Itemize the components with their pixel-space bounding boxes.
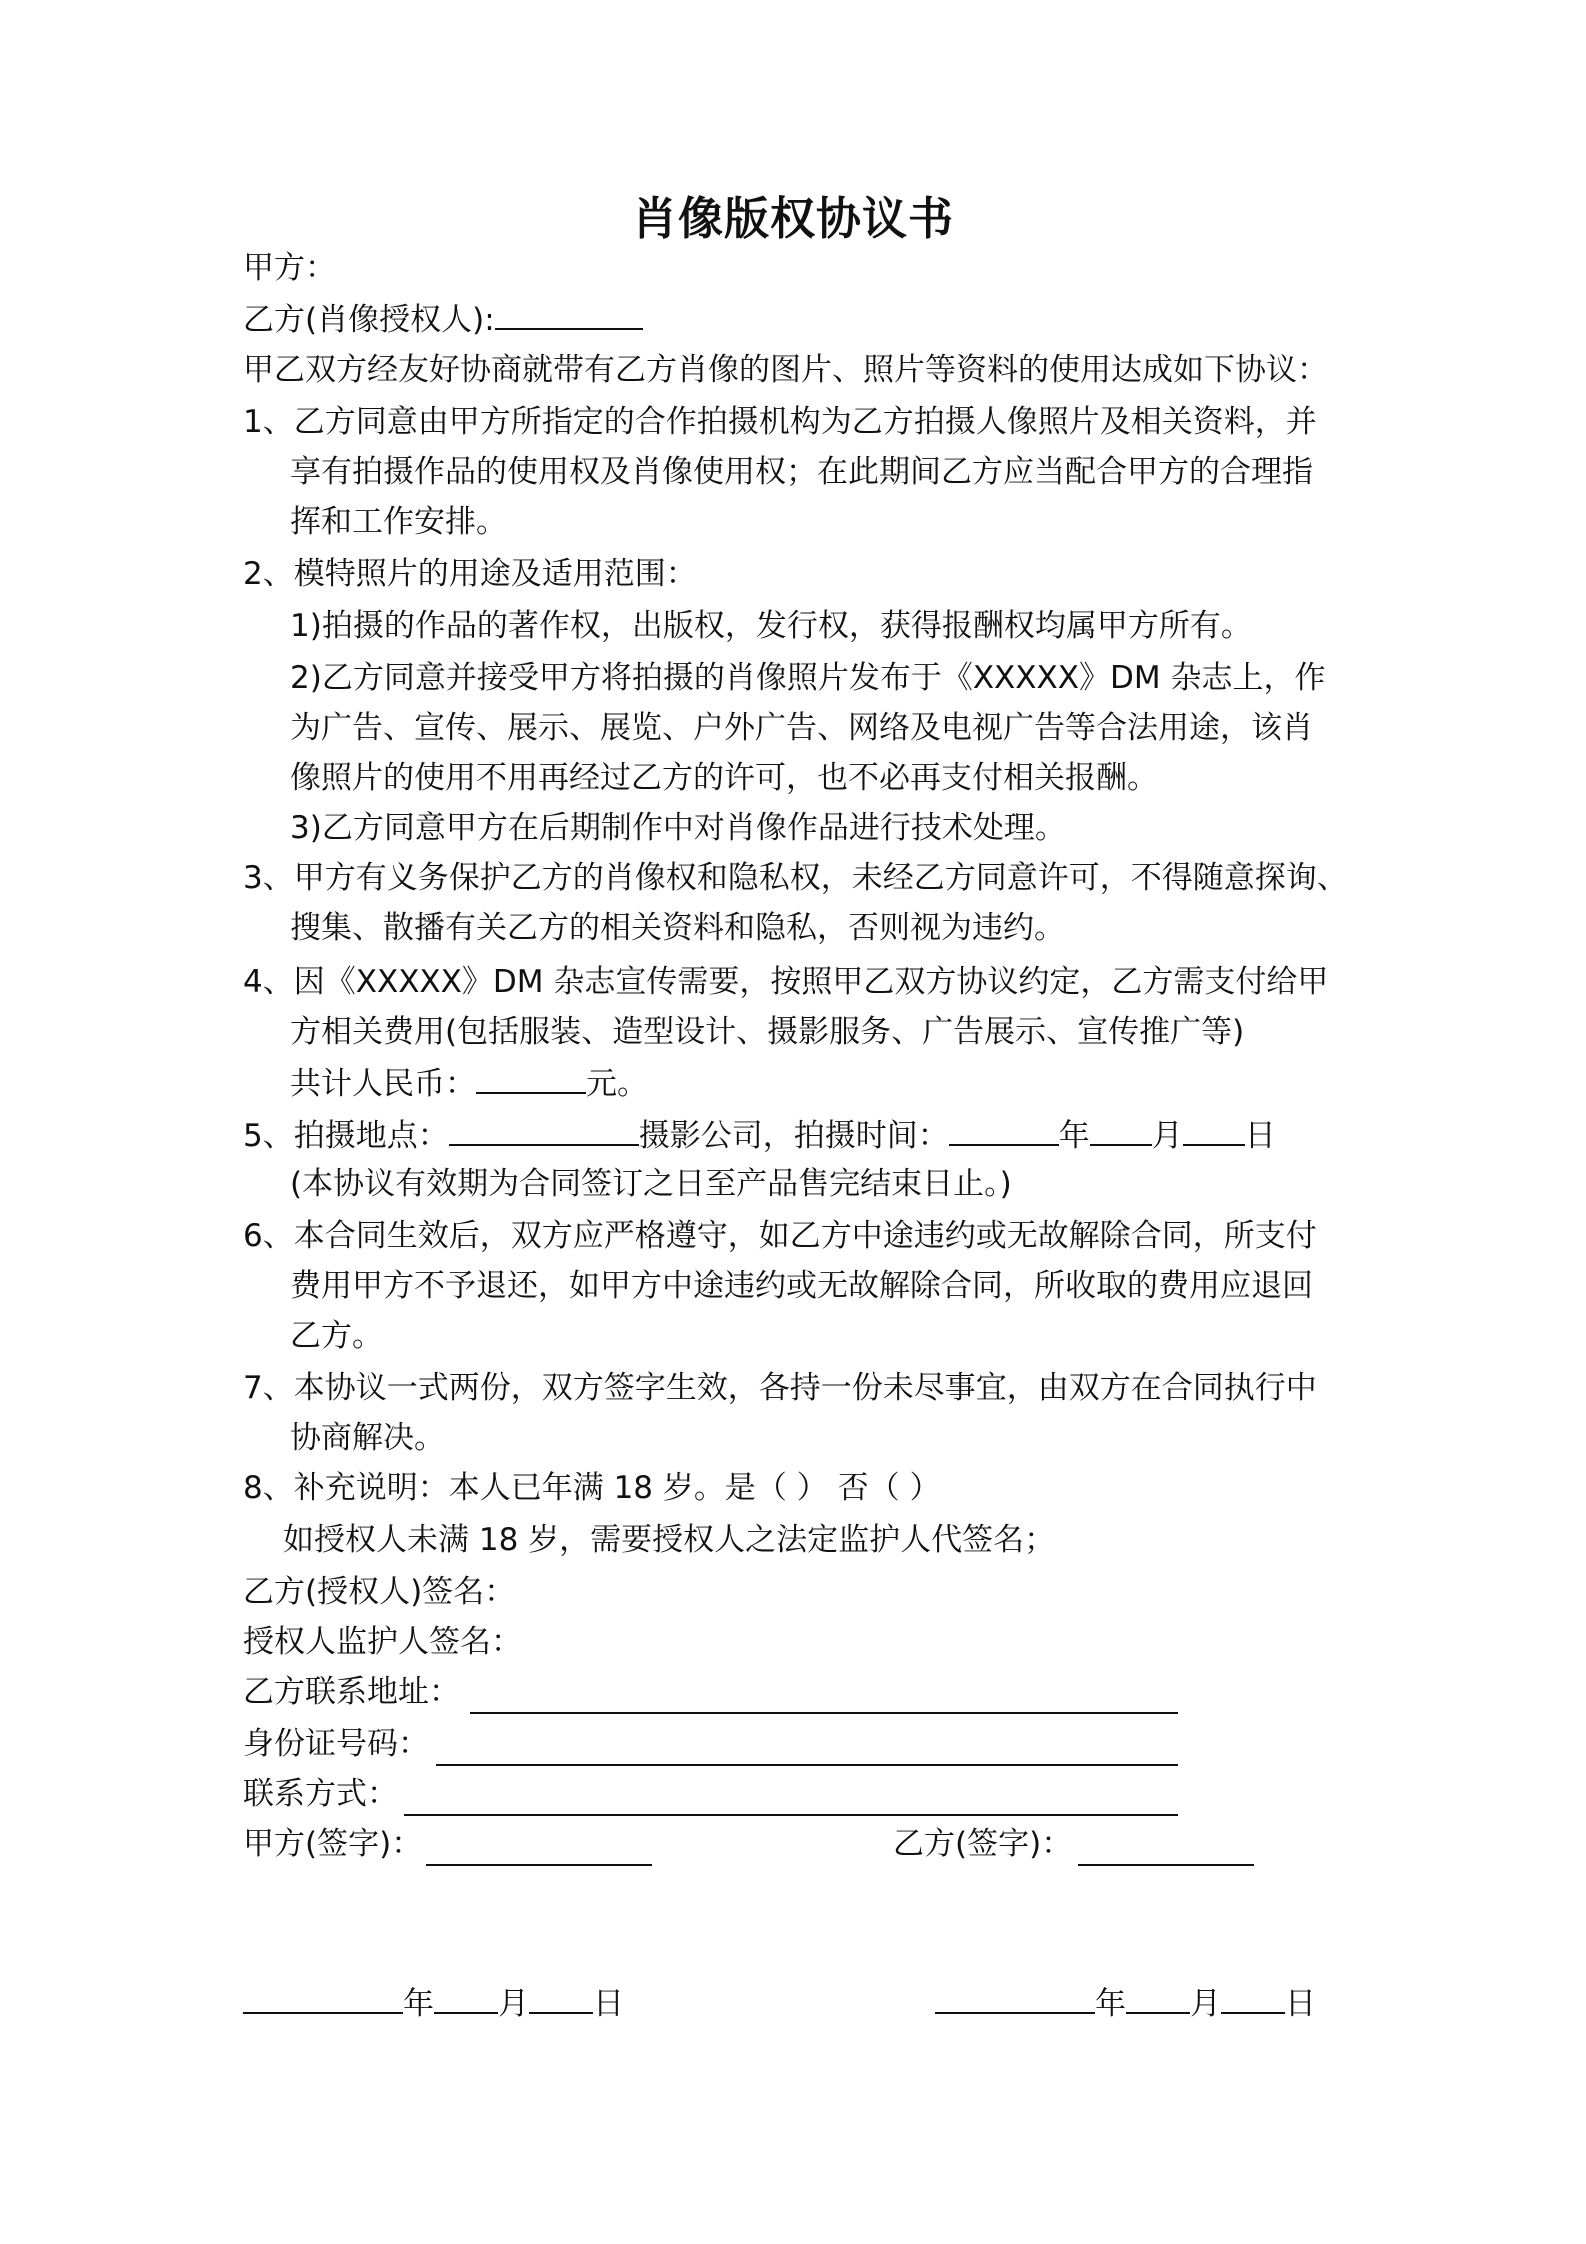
- clause-6-line-3: 乙方。: [290, 1318, 383, 1354]
- party-b-date-year-field[interactable]: [935, 1982, 1095, 2014]
- month-label: 月: [1190, 1986, 1221, 2022]
- guardian-signature-label: 授权人监护人签名：: [243, 1624, 522, 1660]
- party-b-sign-field[interactable]: [1078, 1834, 1254, 1866]
- party-b-signature-label: 乙方(授权人)签名：: [243, 1574, 516, 1610]
- fee-amount-field[interactable]: [476, 1062, 586, 1094]
- clause-4-line-2: 方相关费用(包括服装、造型设计、摄影服务、广告展示、宣传推广等): [290, 1014, 1245, 1050]
- party-b-name-field[interactable]: [495, 298, 643, 330]
- clause-2-item-3: 3)乙方同意甲方在后期制作中对肖像作品进行技术处理。: [290, 810, 1066, 846]
- clause-4-line-1: 4、因《XXXXX》DM 杂志宣传需要，按照甲乙双方协议约定，乙方需支付给甲: [243, 964, 1329, 1000]
- party-b-date-line: [935, 1982, 1316, 2024]
- clause-2-item-2-line-3: 像照片的使用不用再经过乙方的许可，也不必再支付相关报酬。: [290, 760, 1158, 796]
- id-number-field[interactable]: [436, 1734, 1178, 1766]
- clause-3-line-2: 搜集、散播有关乙方的相关资料和隐私，否则视为违约。: [290, 910, 1065, 946]
- party-a-date-month-field[interactable]: [434, 1982, 498, 2014]
- clause-6-line-2: 费用甲方不予退还，如甲方中途违约或无故解除合同，所收取的费用应退回: [290, 1268, 1313, 1304]
- intro-text: 甲乙双方经友好协商就带有乙方肖像的图片、照片等资料的使用达成如下协议：: [243, 352, 1328, 388]
- address-label: 乙方联系地址：: [243, 1674, 460, 1710]
- year-label: 年: [403, 1986, 434, 2022]
- clause-2-item-2-line-2: 为广告、宣传、展示、展览、户外广告、网络及电视广告等合法用途，该肖: [290, 710, 1313, 746]
- day-label: 日: [1244, 1118, 1276, 1154]
- location-field[interactable]: [449, 1114, 639, 1146]
- party-b-line: [243, 298, 643, 340]
- location-label: 5、拍摄地点：: [243, 1118, 449, 1154]
- shoot-year-field[interactable]: [949, 1114, 1059, 1146]
- shoot-month-field[interactable]: [1090, 1114, 1152, 1146]
- shoot-time-label: 摄影公司，拍摄时间：: [638, 1118, 949, 1154]
- clause-3-line-1: 3、甲方有义务保护乙方的肖像权和隐私权，未经乙方同意许可，不得随意探询、: [243, 860, 1348, 896]
- id-line: [243, 1724, 429, 1764]
- fee-label: 共计人民币：: [290, 1066, 476, 1102]
- month-label: 月: [498, 1986, 529, 2022]
- clause-7-line-1: 7、本协议一式两份，双方签字生效，各持一份未尽事宜，由双方在合同执行中: [243, 1370, 1317, 1406]
- clause-5-note: (本协议有效期为合同签订之日至产品售完结束日止。): [290, 1166, 1012, 1202]
- party-b-sign-label: 乙方(签字)：: [893, 1826, 1073, 1862]
- party-b-date-month-field[interactable]: [1126, 1982, 1190, 2014]
- clause-8-line-1: 8、补充说明：本人已年满 18 岁。是（ ） 否（ ）: [243, 1470, 941, 1506]
- party-b-sign-line: [893, 1824, 1072, 1864]
- address-line: [243, 1672, 460, 1712]
- document-title: 肖像版权协议书: [631, 192, 954, 245]
- clause-2-heading: 2、模特照片的用途及适用范围：: [243, 556, 697, 592]
- clause-1-line-2: 享有拍摄作品的使用权及肖像使用权；在此期间乙方应当配合甲方的合理指: [290, 454, 1313, 490]
- party-a-date-year-field[interactable]: [243, 1982, 403, 2014]
- clause-2-item-1: 1)拍摄的作品的著作权，出版权，发行权，获得报酬权均属甲方所有。: [290, 608, 1252, 644]
- clause-7-line-2: 协商解决。: [290, 1420, 445, 1456]
- address-field[interactable]: [470, 1682, 1178, 1714]
- day-label: 日: [593, 1986, 624, 2022]
- party-a-label: 甲方：: [243, 250, 336, 286]
- day-label: 日: [1285, 1986, 1316, 2022]
- party-b-date-day-field[interactable]: [1221, 1982, 1285, 2014]
- fee-unit: 元。: [586, 1066, 648, 1102]
- clause-8-line-2: 如授权人未满 18 岁，需要授权人之法定监护人代签名；: [283, 1522, 1056, 1558]
- year-label: 年: [1095, 1986, 1126, 2022]
- party-a-sign-line: [243, 1824, 422, 1864]
- clause-2-item-2-line-1: 2)乙方同意并接受甲方将拍摄的肖像照片发布于《XXXXX》DM 杂志上，作: [290, 660, 1326, 696]
- clause-1-line-1: 1、乙方同意由甲方所指定的合作拍摄机构为乙方拍摄人像照片及相关资料，并: [243, 404, 1317, 440]
- party-a-sign-field[interactable]: [426, 1834, 652, 1866]
- party-a-sign-label: 甲方(签字)：: [243, 1826, 423, 1862]
- contact-field[interactable]: [404, 1784, 1178, 1816]
- party-b-label: 乙方(肖像授权人):: [243, 302, 495, 338]
- month-label: 月: [1151, 1118, 1183, 1154]
- party-a-date-line: [243, 1982, 624, 2024]
- party-a-date-day-field[interactable]: [529, 1982, 593, 2014]
- clause-5-line: [243, 1114, 1276, 1156]
- contact-line: [243, 1774, 398, 1814]
- shoot-day-field[interactable]: [1183, 1114, 1245, 1146]
- clause-1-line-3: 挥和工作安排。: [290, 504, 507, 540]
- contact-label: 联系方式：: [243, 1776, 398, 1812]
- clause-6-line-1: 6、本合同生效后，双方应严格遵守，如乙方中途违约或无故解除合同，所支付: [243, 1218, 1317, 1254]
- clause-4-line-3: [290, 1062, 648, 1104]
- year-label: 年: [1058, 1118, 1090, 1154]
- id-label: 身份证号码：: [243, 1726, 429, 1762]
